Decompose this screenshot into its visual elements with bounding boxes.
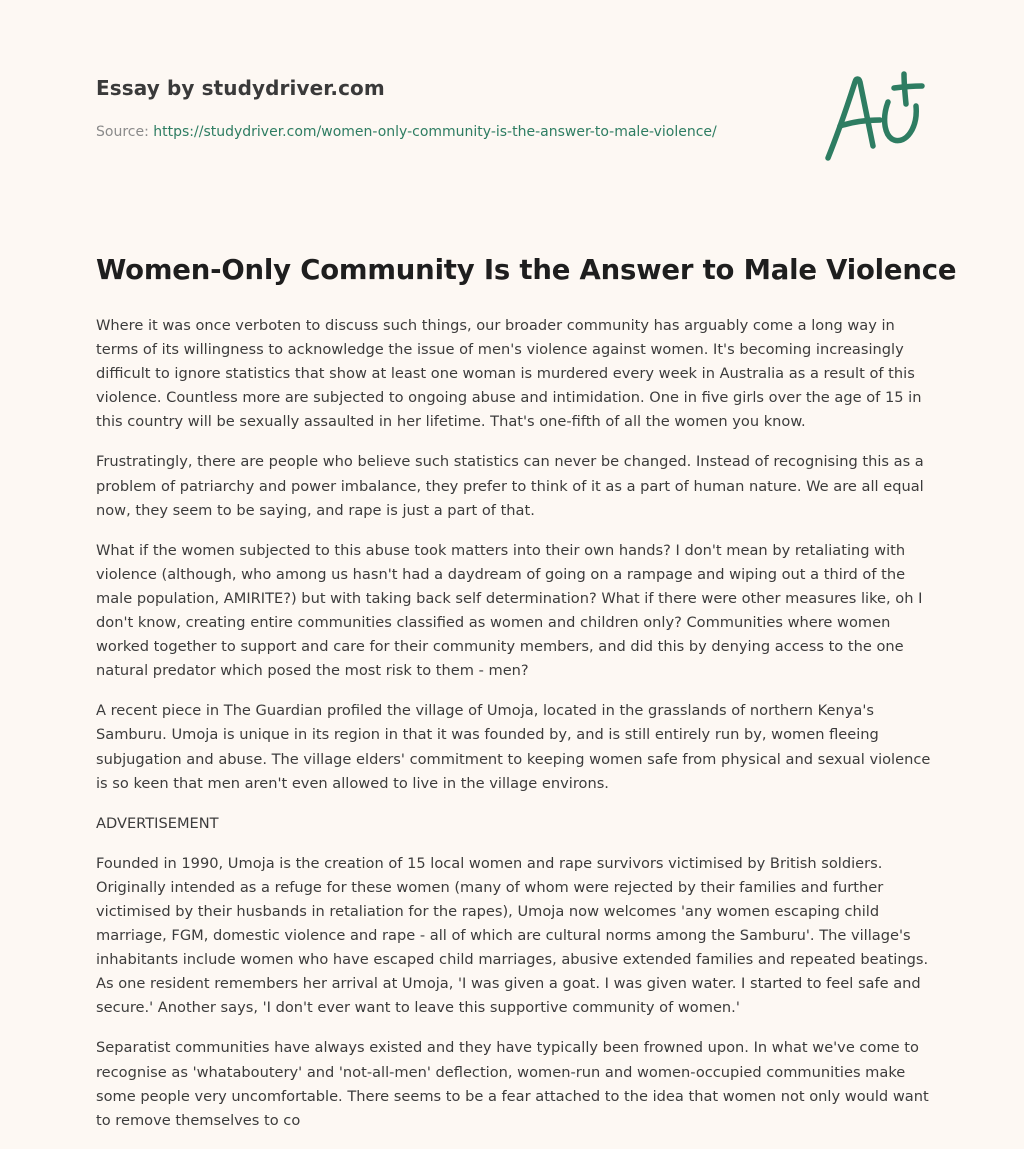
site-brand: Essay by studydriver.com [96, 76, 385, 100]
paragraph: Founded in 1990, Umoja is the creation of 15 local women and rape survivors victimised by British soldiers. Originally intended as a refuge for these women (many of whom were rejected by their families and further victimised by their husbands in retaliation for the rapes), Umoja now welcomes 'any women escaping child marriage, FGM, domestic violence and rape - all of which are cultural norms among the Samburu'. The village's inhabitants include women who have escaped child marriages, abusive extended families and repeated beatings. As one resident remembers her arrival at Umoja, 'I was given a goat. I was given water. I started to feel safe and secure.' Another says, 'I don't ever want to leave this supportive community of women.' [96, 854, 929, 1017]
essay-header [96, 76, 796, 140]
paragraph: Where it was once verboten to discuss such things, our broader community has arguably come a long way in terms of its willingness to acknowledge the issue of men's violence against women. It's becoming increasingly difficult to ignore statistics that show at least one woman is murdered every week in Australia as a result of this violence. Countless more are subjected to ongoing abuse and intimidation. One in five girls over the age of 15 in this country will be sexually assaulted in her lifetime. That's one-fifth of all the women you know. [96, 317, 922, 431]
paragraph: A recent piece in The Guardian profiled the village of Umoja, located in the grasslands of northern Kenya's Samburu. Umoja is unique in its region in that it was founded by, and is still entirely run by, women fleeing subjugation and abuse. The village elders' commitment to keeping women safe from physical and sexual violence is so keen that men aren't even allowed to live in the village environs. [96, 702, 931, 792]
source-link[interactable]: https://studydriver.com/women-only-community-is-the-answer-to-male-violence/ [153, 124, 717, 140]
paragraph: Separatist communities have always existed and they have typically been frowned upon. In what we've come to recognise as 'whataboutery' and 'not-all-men' deflection, women-run and women-occupied communities make some people very uncomfortable. There seems to be a fear attached to the idea that women not only would want to remove themselves to co [96, 1039, 929, 1129]
article-title: Women-Only Community Is the Answer to Male Violence [96, 254, 957, 286]
article-body [96, 314, 932, 1149]
advertisement-label: ADVERTISEMENT [96, 814, 219, 832]
paragraph: Frustratingly, there are people who believe such statistics can never be changed. Instead of recognising this as a problem of patriarchy and power imbalance, they prefer to think of it as a part of human nature. We are all equal now, they seem to be saying, and rape is just a part of that. [96, 453, 924, 519]
a-plus-grade-icon [822, 68, 928, 164]
source-label: Source: [96, 124, 154, 140]
paragraph: What if the women subjected to this abuse took matters into their own hands? I don't mean by retaliating with violence (although, who among us hasn't had a daydream of going on a rampage and wiping out a third of the male population, AMIRITE?) but with taking back self determination? What if there were other measures like, oh I don't know, creating entire communities classified as women and children only? Communities where women worked together to support and care for their community members, and did this by denying access to the one natural predator which posed the most risk to them - men? [96, 541, 923, 680]
source-line [96, 124, 796, 140]
